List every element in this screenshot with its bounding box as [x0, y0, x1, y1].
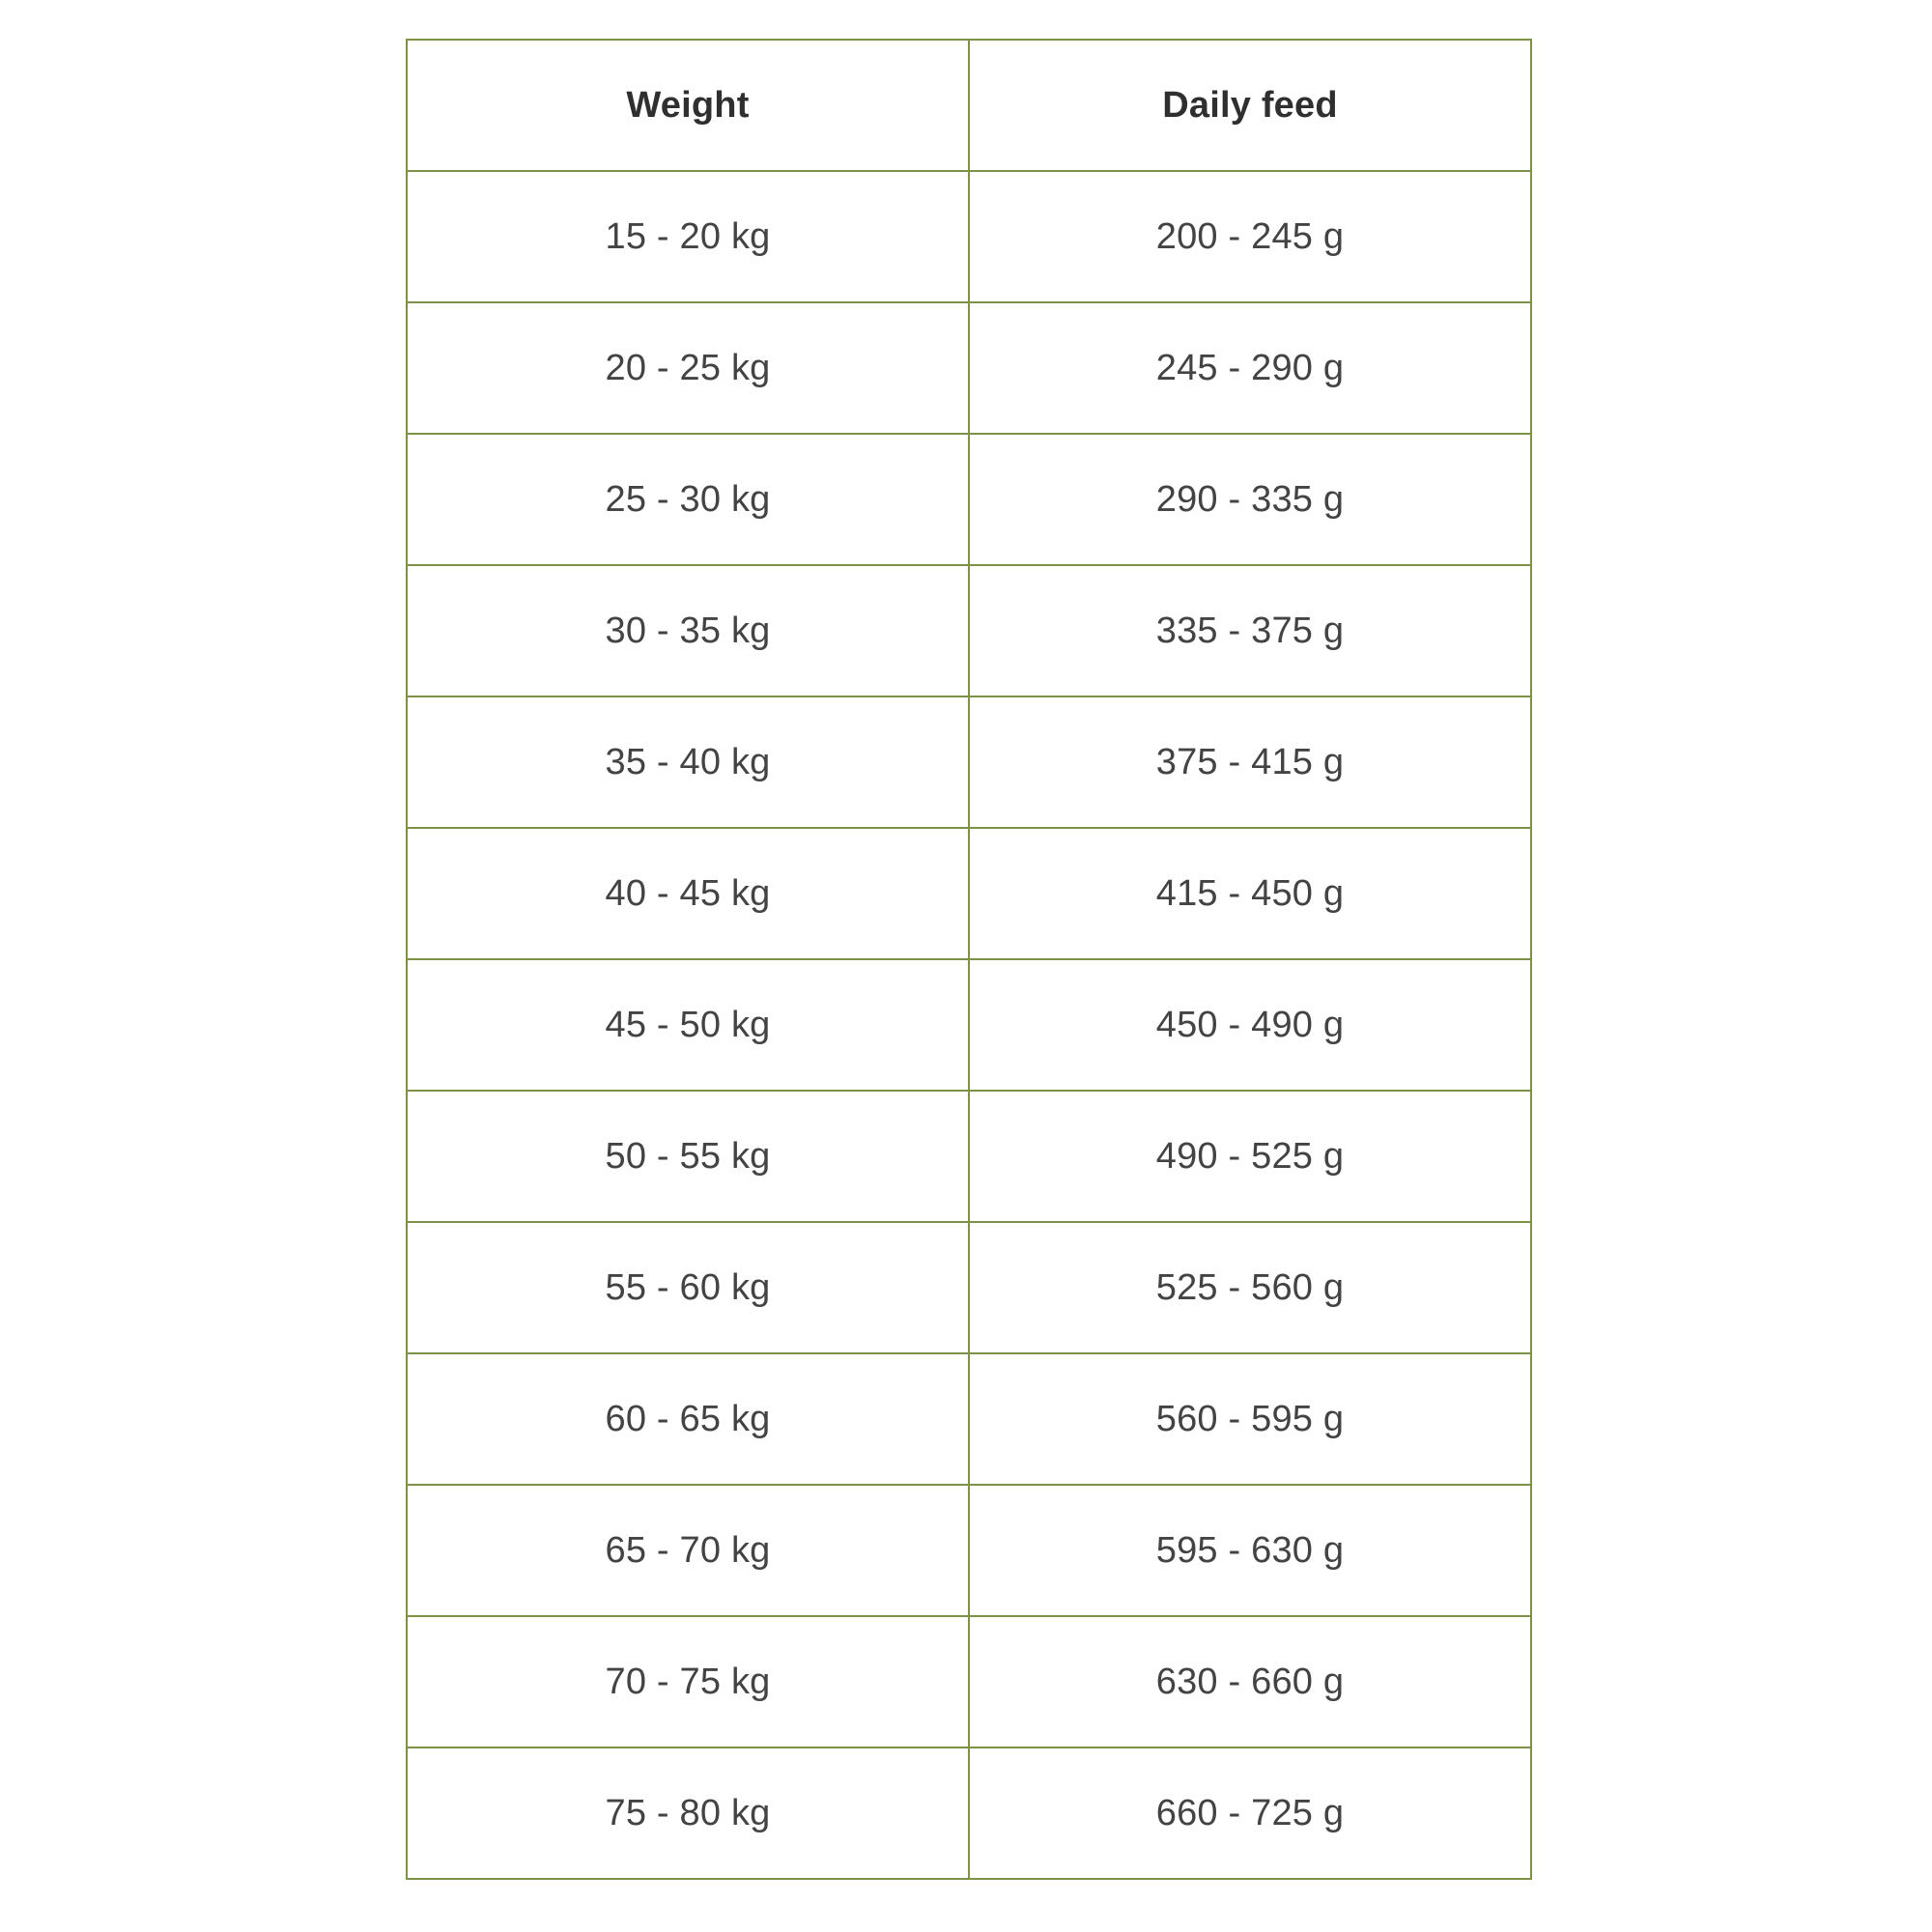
table-header-row [407, 40, 1531, 171]
cell-weight: 75 - 80 kg [407, 1747, 969, 1879]
table-row [407, 1747, 1531, 1879]
cell-weight: 55 - 60 kg [407, 1222, 969, 1353]
cell-weight: 45 - 50 kg [407, 959, 969, 1091]
cell-weight: 25 - 30 kg [407, 434, 969, 565]
cell-daily-feed: 630 - 660 g [969, 1616, 1531, 1747]
table-row [407, 828, 1531, 959]
table-row [407, 1222, 1531, 1353]
table-row [407, 302, 1531, 434]
cell-daily-feed: 560 - 595 g [969, 1353, 1531, 1485]
table-row [407, 959, 1531, 1091]
table-row [407, 1485, 1531, 1616]
cell-weight: 15 - 20 kg [407, 171, 969, 302]
cell-daily-feed: 595 - 630 g [969, 1485, 1531, 1616]
cell-daily-feed: 525 - 560 g [969, 1222, 1531, 1353]
feeding-guide-table [406, 39, 1532, 1880]
cell-weight: 40 - 45 kg [407, 828, 969, 959]
table-body [407, 171, 1531, 1879]
cell-weight: 50 - 55 kg [407, 1091, 969, 1222]
cell-daily-feed: 245 - 290 g [969, 302, 1531, 434]
table-row [407, 1353, 1531, 1485]
cell-weight: 65 - 70 kg [407, 1485, 969, 1616]
cell-daily-feed: 200 - 245 g [969, 171, 1531, 302]
cell-weight: 30 - 35 kg [407, 565, 969, 696]
cell-daily-feed: 660 - 725 g [969, 1747, 1531, 1879]
cell-daily-feed: 490 - 525 g [969, 1091, 1531, 1222]
cell-daily-feed: 415 - 450 g [969, 828, 1531, 959]
feeding-guide-table-container [406, 39, 1526, 1880]
cell-weight: 60 - 65 kg [407, 1353, 969, 1485]
table-row [407, 171, 1531, 302]
cell-daily-feed: 335 - 375 g [969, 565, 1531, 696]
table-row [407, 696, 1531, 828]
cell-daily-feed: 290 - 335 g [969, 434, 1531, 565]
column-header-daily-feed: Daily feed [969, 40, 1531, 171]
table-header [407, 40, 1531, 171]
cell-weight: 20 - 25 kg [407, 302, 969, 434]
cell-daily-feed: 375 - 415 g [969, 696, 1531, 828]
cell-weight: 70 - 75 kg [407, 1616, 969, 1747]
table-row [407, 565, 1531, 696]
table-row [407, 1091, 1531, 1222]
table-row [407, 1616, 1531, 1747]
column-header-weight: Weight [407, 40, 969, 171]
cell-daily-feed: 450 - 490 g [969, 959, 1531, 1091]
cell-weight: 35 - 40 kg [407, 696, 969, 828]
table-row [407, 434, 1531, 565]
